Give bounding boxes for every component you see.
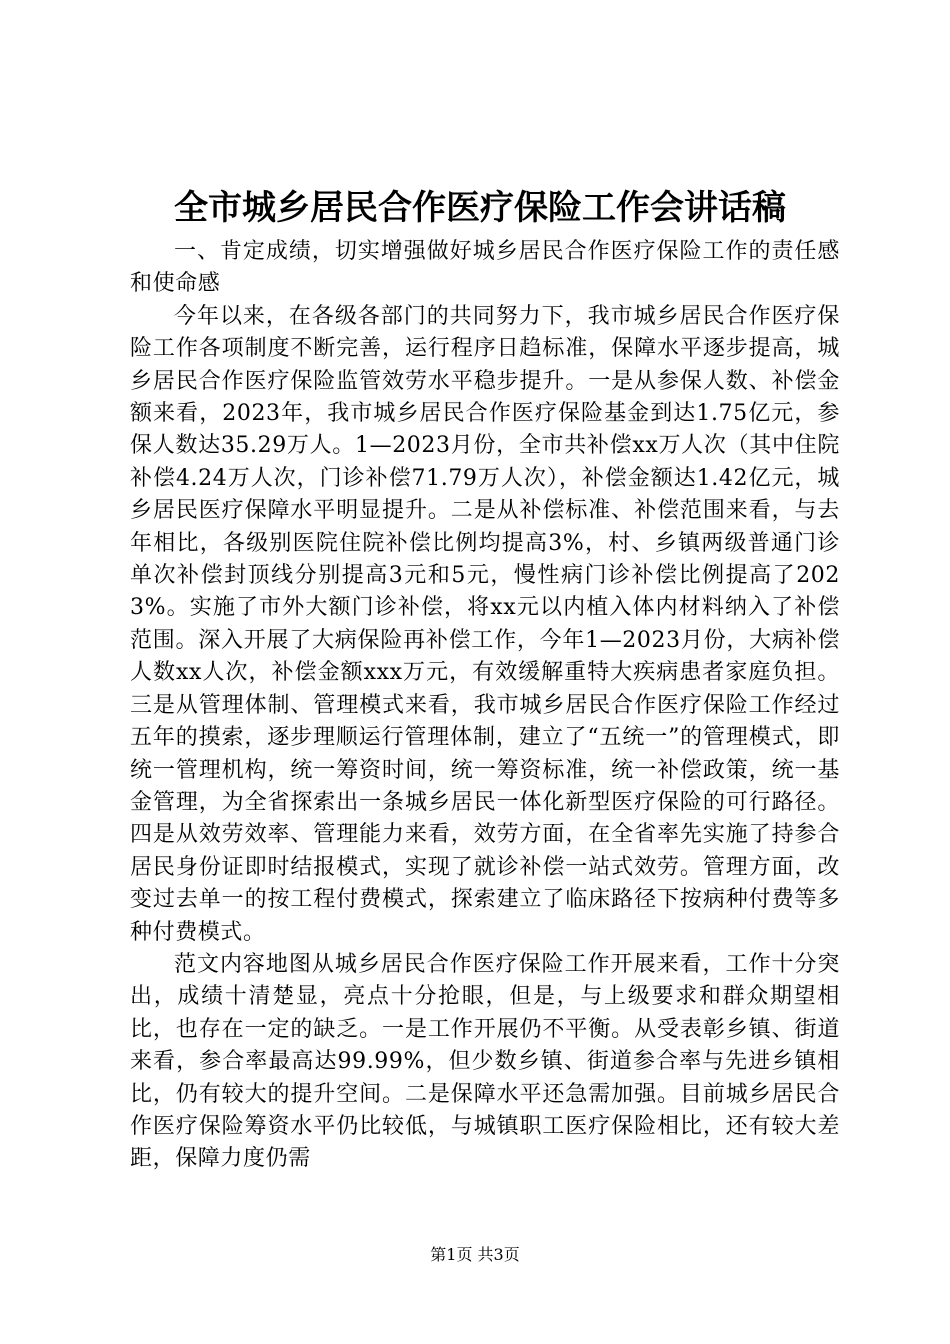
page-total: 共3页 (477, 1245, 520, 1264)
document-body (130, 236, 840, 1176)
document-title: 全市城乡居民合作医疗保险工作会讲话稿 (174, 188, 786, 228)
body-paragraph: 今年以来，在各级各部门的共同努力下，我市城乡居民合作医疗保险工作各项制度不断完善，运行程序日趋标准，保障水平逐步提高，城乡居民合作医疗保险监管效劳水平稳步提升。一是从参保人数、补偿金额来看，2023年，我市城乡居民合作医疗保险基金到达1.75亿元，参保人数达35.29万人。1—2023月份，全市共补偿xx万人次（其中住院补偿4.24万人次，门诊补偿71.79万人次），补偿金额达1.42亿元，城乡居民医疗保障水平明显提升。二是从补偿标准、补偿范围来看，与去年相比，各级别医院住院补偿比例均提高3%，村、乡镇两级普通门诊单次补偿封顶线分别提高3元和5元，慢性病门诊补偿比例提高了2023%。实施了市外大额门诊补偿，将xx元以内植入体内材料纳入了补偿范围。深入开展了大病保险再补偿工作，今年1—2023月份，大病补偿人数xx人次，补偿金额xxx万元，有效缓解重特大疾病患者家庭负担。三是从管理体制、管理模式来看，我市城乡居民合作医疗保险工作经过五年的摸索，逐步理顺运行管理体制，建立了“五统一”的管理模式，即统一管理机构，统一筹资时间，统一筹资标准，统一补偿政策，统一基金管理，为全省探索出一条城乡居民一体化新型医疗保险的可行路径。四是从效劳效率、管理能力来看，效劳方面，在全省率先实施了持参合居民身份证即时结报模式，实现了就诊补偿一站式效劳。管理方面，改变过去单一的按工程付费模式，探索建立了临床路径下按病种付费等多种付费模式。 (130, 303, 840, 945)
body-paragraph: 范文内容地图从城乡居民合作医疗保险工作开展来看，工作十分突出，成绩十清楚显，亮点十分抢眼，但是，与上级要求和群众期望相比，也存在一定的缺乏。一是工作开展仍不平衡。从受表彰乡镇、街道来看，参合率最高达99.99%，但少数乡镇、街道参合率与先进乡镇相比，仍有较大的提升空间。二是保障水平还急需加强。目前城乡居民合作医疗保险筹资水平仍比较低，与城镇职工医疗保险相比，还有较大差距，保障力度仍需 (130, 951, 840, 1172)
page-number: 第1页 (430, 1245, 473, 1264)
page-footer (0, 1243, 950, 1267)
section-heading-paragraph: 一、肯定成绩，切实增强做好城乡居民合作医疗保险工作的责任感和使命感 (130, 239, 840, 297)
